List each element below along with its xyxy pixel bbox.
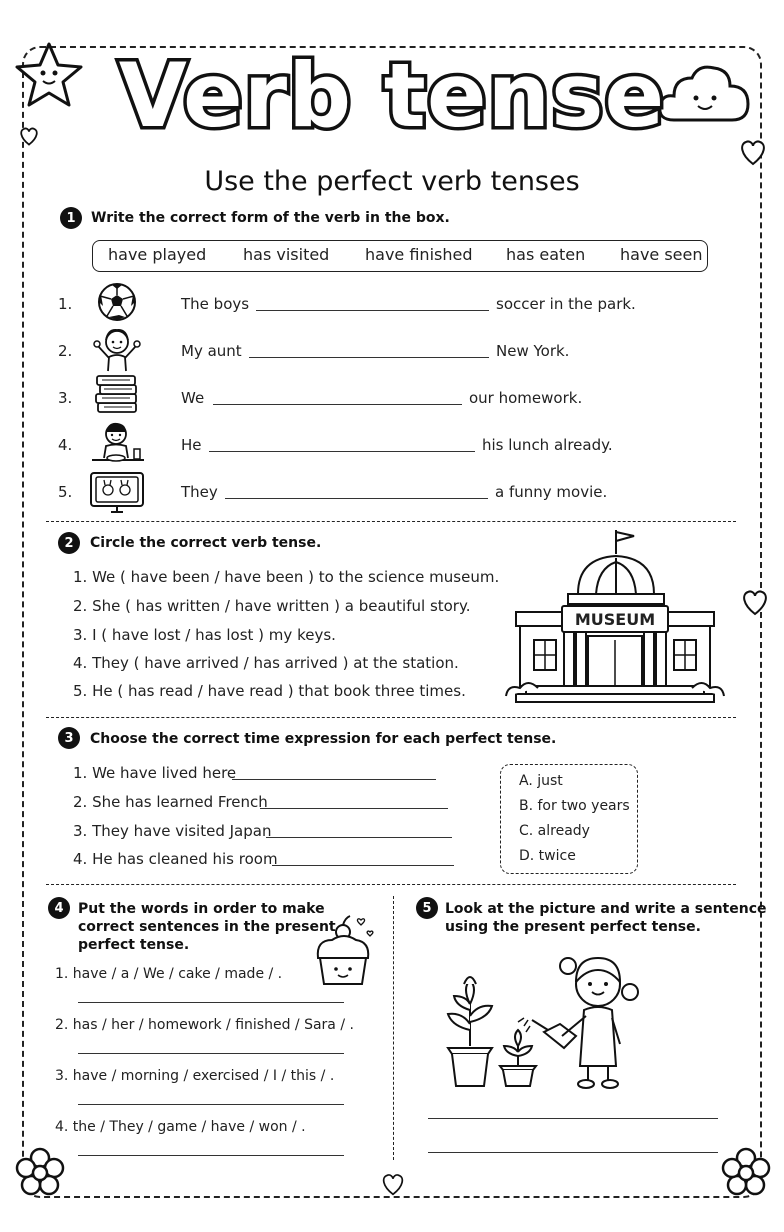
item-number: 5. [58, 483, 73, 501]
page-title: Verb tense [118, 44, 666, 147]
list-item: 1. We have lived here [73, 764, 237, 782]
section-heading: correct sentences in the present [78, 919, 336, 935]
section-divider [46, 521, 736, 522]
answer-line[interactable] [78, 1104, 344, 1105]
section-heading: Write the correct form of the verb in the box. [91, 210, 450, 226]
section-heading: Circle the correct verb tense. [90, 535, 322, 551]
section-divider [46, 884, 736, 885]
answer-line[interactable] [260, 808, 448, 809]
list-item: 3. I ( have lost / has lost ) my keys. [73, 626, 336, 644]
answer-line[interactable] [78, 1053, 344, 1054]
word-box-item: have played [108, 245, 207, 264]
page-subtitle: Use the perfect verb tenses [204, 166, 580, 197]
answer-line[interactable] [213, 404, 462, 405]
answer-line[interactable] [428, 1152, 718, 1153]
list-item: 3. have / morning / exercised / I / this / . [55, 1068, 335, 1084]
item-number: 2. [58, 342, 73, 360]
tv-icon [89, 470, 145, 514]
sentence-end: our homework. [469, 389, 583, 407]
sentence-end: soccer in the park. [496, 295, 636, 313]
section-heading: Choose the correct time expression for each perfect tense. [90, 731, 557, 747]
cupcake-icon [312, 914, 378, 990]
museum-sign: MUSEUM [574, 610, 656, 629]
word-box-item: have finished [365, 245, 473, 264]
list-item: 4. They ( have arrived / has arrived ) at the station. [73, 654, 459, 672]
answer-line[interactable] [209, 451, 475, 452]
list-item: 1. have / a / We / cake / made / . [55, 966, 283, 982]
section-heading: perfect tense. [78, 937, 190, 953]
flower-icon [14, 1146, 66, 1198]
item-number: 3. [58, 389, 73, 407]
option: C. already [519, 823, 590, 839]
answer-line[interactable] [256, 310, 489, 311]
answer-line[interactable] [249, 357, 489, 358]
option: A. just [519, 773, 563, 789]
list-item: 4. He has cleaned his room [73, 850, 278, 868]
sentence-end: New York. [496, 342, 570, 360]
word-box-item: has visited [243, 245, 330, 264]
answer-line[interactable] [266, 837, 452, 838]
answer-line[interactable] [428, 1118, 718, 1119]
soccer-ball-icon [97, 282, 137, 322]
boy-eating-icon [90, 418, 146, 466]
item-number: 4. [58, 436, 73, 454]
section-heading: Put the words in order to make [78, 901, 325, 917]
answer-line[interactable] [232, 779, 436, 780]
list-item: 3. They have visited Japan [73, 822, 272, 840]
answer-line[interactable] [225, 498, 488, 499]
section-number: 2 [58, 532, 80, 554]
word-box-item: have seen [620, 245, 703, 264]
answer-line[interactable] [78, 1155, 344, 1156]
heart-icon [740, 588, 770, 616]
section-heading: Look at the picture and write a sentence [445, 901, 767, 917]
section-number: 3 [58, 727, 80, 749]
sentence-end: a funny movie. [495, 483, 608, 501]
section-number: 1 [60, 207, 82, 229]
list-item: 2. She has learned French [73, 793, 268, 811]
section-heading: using the present perfect tense. [445, 919, 701, 935]
list-item: 5. He ( has read / have read ) that book three times. [73, 682, 466, 700]
heart-icon [380, 1172, 406, 1196]
word-box-item: has eaten [506, 245, 586, 264]
waving-girl-icon [92, 324, 142, 372]
flower-icon [720, 1146, 772, 1198]
sentence-start: They [181, 483, 218, 501]
sentence-start: The boys [181, 295, 250, 313]
sentence-start: He [181, 436, 202, 454]
option: D. twice [519, 848, 576, 864]
section-number: 5 [416, 897, 438, 919]
section-number: 4 [48, 897, 70, 919]
list-item: 4. the / They / game / have / won / . [55, 1119, 306, 1135]
section-divider [46, 717, 736, 718]
sentence-end: his lunch already. [482, 436, 613, 454]
sentence-start: We [181, 389, 205, 407]
list-item: 2. She ( has written / have written ) a beautiful story. [73, 597, 471, 615]
item-number: 1. [58, 295, 73, 313]
list-item: 2. has / her / homework / finished / Sara / . [55, 1017, 354, 1033]
option: B. for two years [519, 798, 630, 814]
book-stack-icon [94, 374, 140, 414]
sentence-start: My aunt [181, 342, 242, 360]
column-divider [393, 896, 394, 1160]
list-item: 1. We ( have been / have been ) to the science museum. [73, 568, 500, 586]
answer-line[interactable] [78, 1002, 344, 1003]
girl-watering-plants-illustration [440, 940, 660, 1090]
answer-line[interactable] [272, 865, 454, 866]
heart-icon [738, 138, 768, 166]
